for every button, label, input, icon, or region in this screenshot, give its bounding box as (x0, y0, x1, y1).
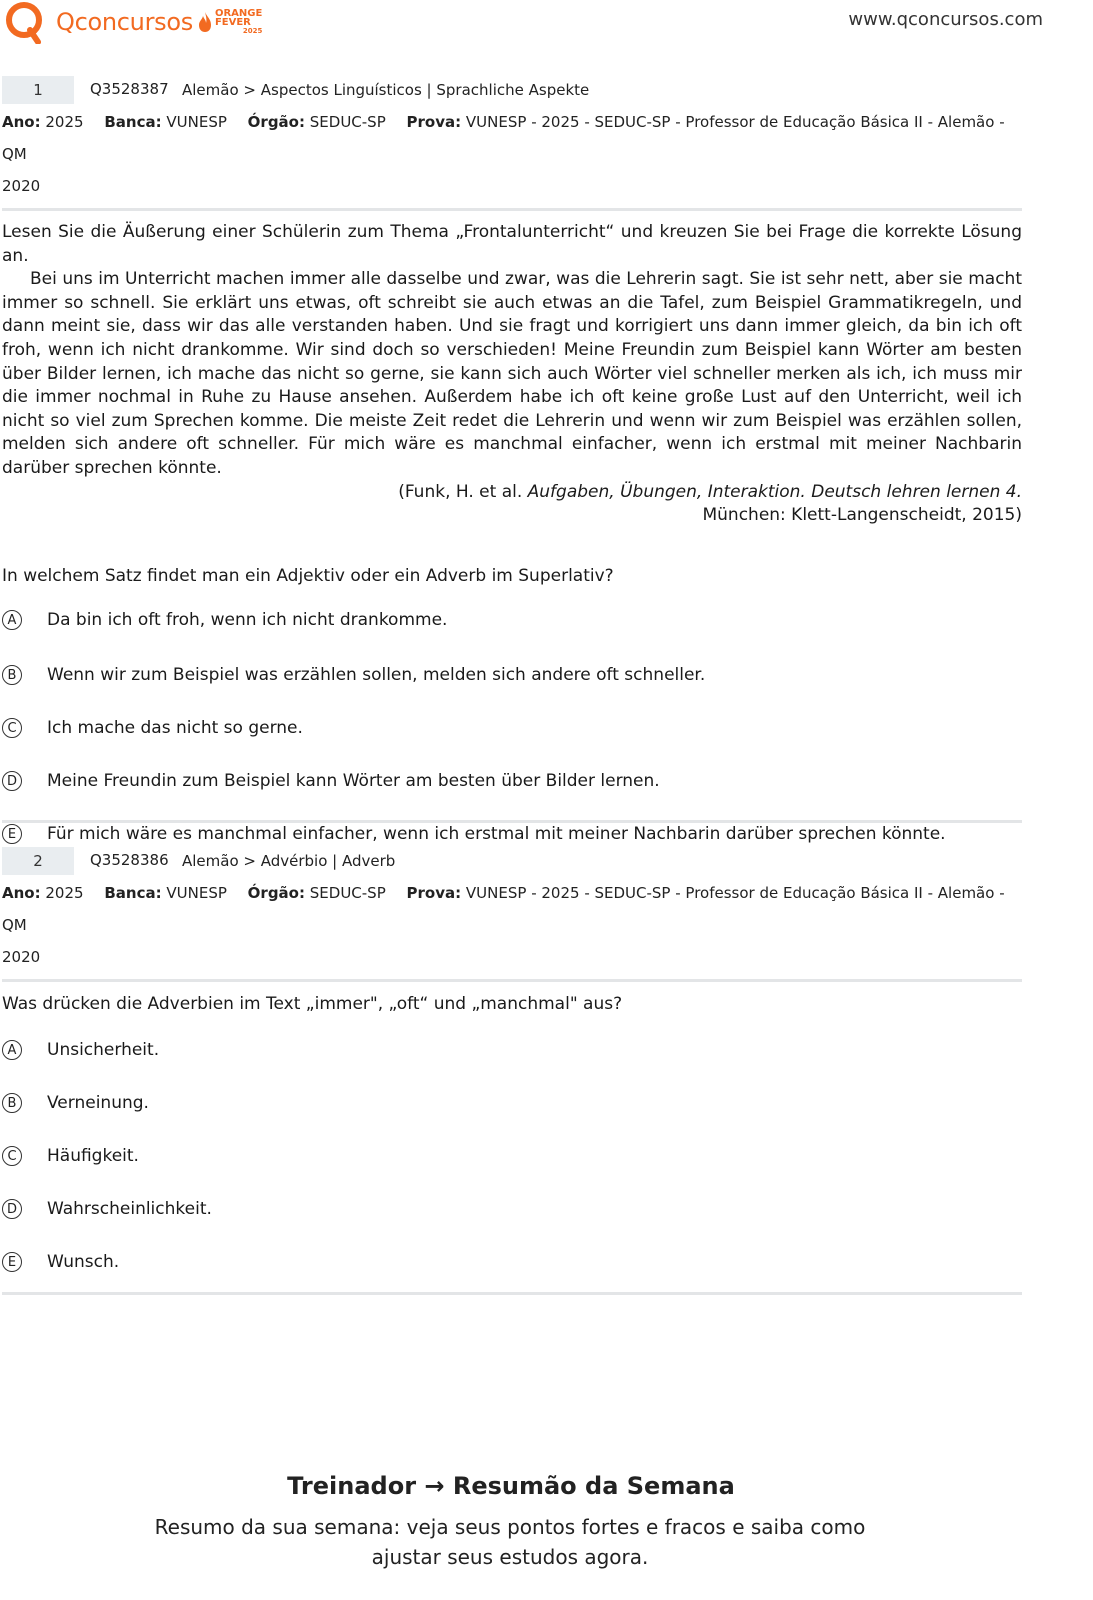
options-list (2, 1038, 1022, 1276)
question-number: 1 (2, 76, 74, 104)
option-letter[interactable]: B (2, 665, 22, 685)
option-a[interactable] (2, 1038, 1022, 1064)
question-separator (2, 1292, 1022, 1295)
ano-value: 2025 (45, 113, 84, 131)
passage-source-line2: München: Klett-Langenscheidt, 2015) (702, 505, 1022, 526)
option-letter[interactable]: A (2, 1040, 22, 1060)
option-letter[interactable]: B (2, 1093, 22, 1113)
passage (2, 221, 1022, 528)
question-number: 2 (2, 847, 74, 875)
option-letter[interactable]: D (2, 1199, 22, 1219)
ano-label: Ano: (2, 884, 41, 902)
question-meta (2, 106, 1022, 202)
option-a[interactable] (2, 608, 1022, 634)
divider (2, 208, 1022, 211)
option-d[interactable] (2, 1197, 1022, 1223)
option-text: Meine Freundin zum Beispiel kann Wörter am besten über Bilder lernen. (47, 770, 660, 791)
orgao-label: Órgão: (247, 884, 305, 902)
promo-title[interactable]: Treinador → Resumão da Semana (287, 1472, 735, 1500)
banca-label: Banca: (104, 884, 162, 902)
option-text: Wenn wir zum Beispiel was erzählen sollen, melden sich andere oft schneller. (47, 664, 706, 685)
option-letter[interactable]: C (2, 718, 22, 738)
badge-year: 2025 (242, 26, 263, 35)
question-id[interactable]: Q3528386 (90, 851, 169, 869)
option-text: Da bin ich oft froh, wenn ich nicht drankomme. (47, 609, 448, 630)
prova-value-cont: 2020 (2, 948, 41, 966)
page-header (0, 0, 1093, 50)
brand-logo[interactable] (2, 0, 262, 44)
option-c[interactable] (2, 1144, 1022, 1170)
option-b[interactable] (2, 663, 1022, 689)
option-letter[interactable]: E (2, 1252, 22, 1272)
ano-label: Ano: (2, 113, 41, 131)
banca-label: Banca: (104, 113, 162, 131)
banca-value: VUNESP (166, 884, 227, 902)
option-text: Verneinung. (47, 1093, 149, 1113)
question-prompt: In welchem Satz findet man ein Adjektiv oder ein Adverb im Superlativ? (2, 565, 614, 586)
option-e[interactable] (2, 822, 1022, 848)
option-text: Für mich wäre es manchmal einfacher, wenn ich erstmal mit meiner Nachbarin darüber sprechen könnte. (47, 823, 946, 844)
option-text: Unsicherheit. (47, 1040, 160, 1060)
passage-intro: Lesen Sie die Äußerung einer Schülerin zum Thema „Frontalunterricht“ und kreuzen Sie bei Frage die korrekte Lösung an. (2, 222, 1022, 266)
option-letter[interactable]: E (2, 824, 22, 844)
promo-text: Resumo da sua semana: veja seus pontos fortes e fracos e saiba como ajustar seus estudos agora. (154, 1515, 866, 1569)
prova-value: VUNESP - 2025 - SEDUC-SP - Professor de Educação Básica II - Alemão - QM (2, 113, 1005, 163)
orange-fever-badge (197, 9, 262, 36)
source-prefix: (Funk, H. et al. (398, 481, 528, 502)
question-meta (2, 877, 1022, 973)
ano-value: 2025 (45, 884, 84, 902)
banca-value: VUNESP (166, 113, 227, 131)
source-title: Aufgaben, Übungen, Interaktion. Deutsch lehren lernen 4. (527, 481, 1022, 502)
orgao-value: SEDUC-SP (309, 113, 386, 131)
option-b[interactable] (2, 1091, 1022, 1117)
passage-source (2, 481, 1022, 505)
question-topic[interactable]: Alemão > Aspectos Linguísticos | Sprachliche Aspekte (182, 81, 590, 99)
option-letter[interactable]: C (2, 1146, 22, 1166)
passage-body: Bei uns im Unterricht machen immer alle dasselbe und zwar, was die Lehrerin sagt. Sie ist sehr nett, aber sie macht immer so schnell. Sie erklärt uns etwas, oft schreibt sie auch etwas an die Tafel, zum Beispiel Grammatikregeln, und dann meint sie, dass wir das alle verstanden haben. Und sie fragt und korrigiert uns dann immer gleich, da bin ich oft froh, wenn ich nicht drankomme. Wir sind doch so verschieden! Meine Freundin zum Beispiel kann Wörter am besten über Bilder lernen, ich mache das nicht so gerne, sie kann sich auch Wörter viel schneller merken als ich, ich muss mir die immer nochmal in Ruhe zu Hause ansehen. Außerdem habe ich oft keine große Lust auf den Unterricht, weil ich nicht so viel zum Sprechen komme. Die meiste Zeit redet die Lehrerin und wenn wir zum Beispiel was erzählen sollen, melden sich andere oft schneller. Für mich wäre es manchmal einfacher, wenn ich erstmal mit meiner Nachbarin darüber sprechen könnte. (2, 269, 1022, 478)
question-id[interactable]: Q3528387 (90, 80, 169, 98)
question-topic[interactable]: Alemão > Advérbio | Adverb (182, 852, 396, 870)
badge-line1: ORANGE (214, 7, 263, 19)
orgao-label: Órgão: (247, 113, 305, 131)
option-text: Wahrscheinlichkeit. (47, 1199, 212, 1219)
option-letter[interactable]: D (2, 771, 22, 791)
brand-name: Qconcursos (56, 8, 193, 36)
prova-value-cont: 2020 (2, 177, 41, 195)
options-list (2, 608, 1022, 848)
orgao-value: SEDUC-SP (309, 884, 386, 902)
option-letter[interactable]: A (2, 610, 22, 630)
badge-line2: FEVER (214, 16, 251, 28)
option-text: Häufigkeit. (47, 1146, 139, 1166)
option-c[interactable] (2, 716, 1022, 742)
option-text: Ich mache das nicht so gerne. (47, 717, 303, 738)
question-1 (2, 76, 1022, 848)
prova-value: VUNESP - 2025 - SEDUC-SP - Professor de Educação Básica II - Alemão - QM (2, 884, 1005, 934)
question-separator (2, 820, 1022, 823)
option-e[interactable] (2, 1250, 1022, 1276)
flame-icon (197, 11, 213, 33)
prova-label: Prova: (406, 884, 462, 902)
site-url[interactable]: www.qconcursos.com (848, 9, 1043, 30)
option-text: Wunsch. (47, 1252, 120, 1272)
question-2 (2, 847, 1022, 1276)
qconcursos-logo-icon (2, 0, 46, 44)
divider (2, 979, 1022, 982)
option-d[interactable] (2, 769, 1022, 795)
question-prompt: Was drücken die Adverbien im Text „immer", „oft“ und „manchmal" aus? (2, 994, 623, 1014)
prova-label: Prova: (406, 113, 462, 131)
